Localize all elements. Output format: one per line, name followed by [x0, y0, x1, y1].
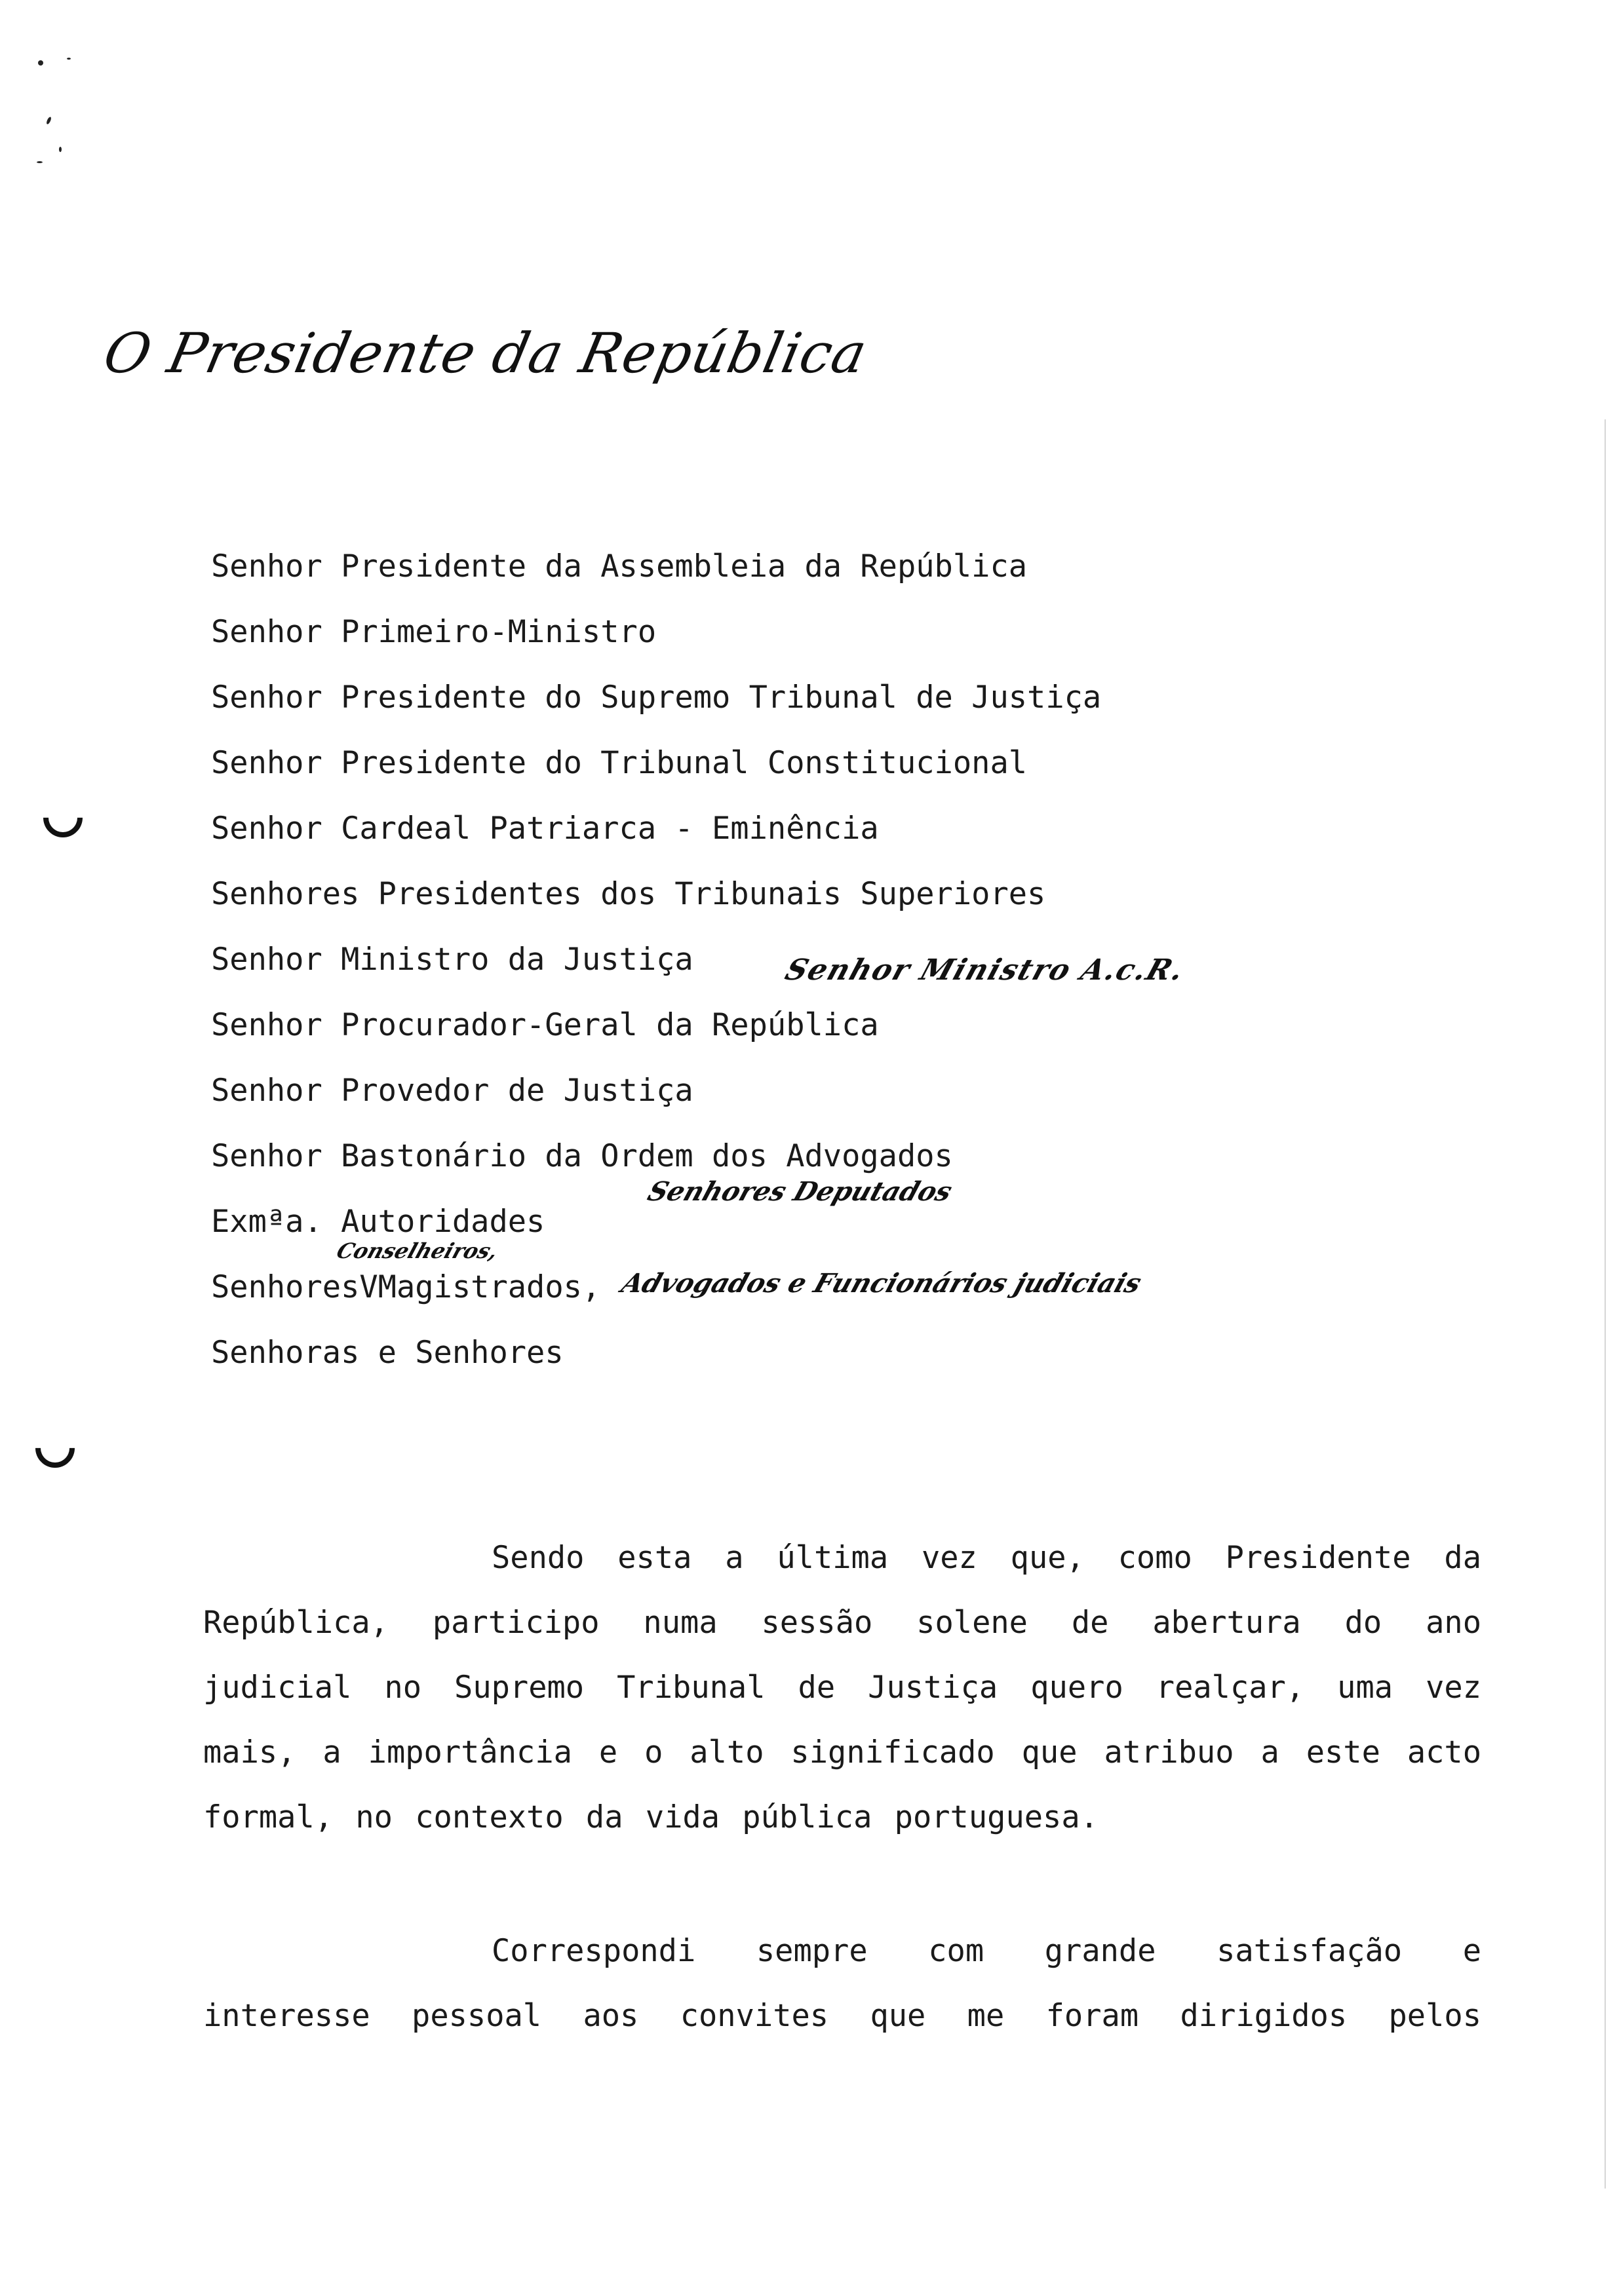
punch-hole-mark — [35, 790, 91, 846]
handwritten-note-deputados: Senhores Deputados — [644, 1176, 956, 1207]
punch-hole-mark — [28, 1421, 83, 1476]
paragraph — [203, 1525, 1481, 1850]
paragraph-line: República, participo numa sessão solene de abertura do ano — [203, 1605, 1481, 1641]
salutation-line: Senhor Procurador-Geral da República — [211, 1007, 879, 1043]
salutation-line: Senhor Presidente da Assembleia da República — [211, 548, 1028, 584]
handwritten-note-conselheiros: Conselheiros, — [333, 1238, 501, 1263]
salutation-line: Senhor Ministro da Justiça — [211, 942, 693, 978]
salutation-line: Senhor Cardeal Patriarca - Eminência — [211, 811, 879, 847]
paragraph-line: Correspondi sempre com grande satisfação e — [492, 1933, 1481, 1969]
scan-speck — [59, 147, 62, 152]
paragraph-line: judicial no Supremo Tribunal de Justiça quero realçar, uma vez — [203, 1670, 1481, 1706]
paragraph-line: Sendo esta a última vez que, como Presidente da — [492, 1540, 1481, 1576]
salutation-line: Senhores Presidentes dos Tribunais Superiores — [211, 876, 1046, 912]
salutation-line: Senhor Primeiro-Ministro — [211, 614, 657, 650]
scan-speck — [37, 161, 43, 163]
letterhead: O Presidente da República — [98, 321, 873, 385]
handwritten-note-ministro: Senhor Ministro A.c.R. — [781, 953, 1190, 987]
salutation-line: Senhor Provedor de Justiça — [211, 1073, 693, 1109]
scan-speck — [38, 60, 43, 66]
handwritten-note-magistrados: Advogados e Funcionários judiciais — [617, 1268, 1146, 1299]
salutation-line: Senhor Bastonário da Ordem dos Advogados — [211, 1138, 953, 1174]
page-edge-shadow — [1605, 419, 1606, 2189]
salutation-line: Senhoras e Senhores — [211, 1335, 564, 1371]
salutation-line: SenhoresVMagistrados, — [211, 1269, 601, 1305]
scan-speck — [46, 117, 52, 125]
paragraph — [203, 1919, 1481, 2048]
salutation-line: Exmªa. Autoridades — [211, 1204, 545, 1240]
salutation-line: Senhor Presidente do Tribunal Constitucional — [211, 745, 1028, 781]
scan-speck — [67, 58, 71, 60]
paragraph-line: interesse pessoal aos convites que me foram dirigidos pelos — [203, 1998, 1481, 2034]
paragraph-line: mais, a importância e o alto significado que atribuo a este acto — [203, 1734, 1481, 1770]
paragraph-line: formal, no contexto da vida pública portuguesa. — [203, 1799, 1099, 1835]
salutation-line: Senhor Presidente do Supremo Tribunal de Justiça — [211, 679, 1102, 716]
